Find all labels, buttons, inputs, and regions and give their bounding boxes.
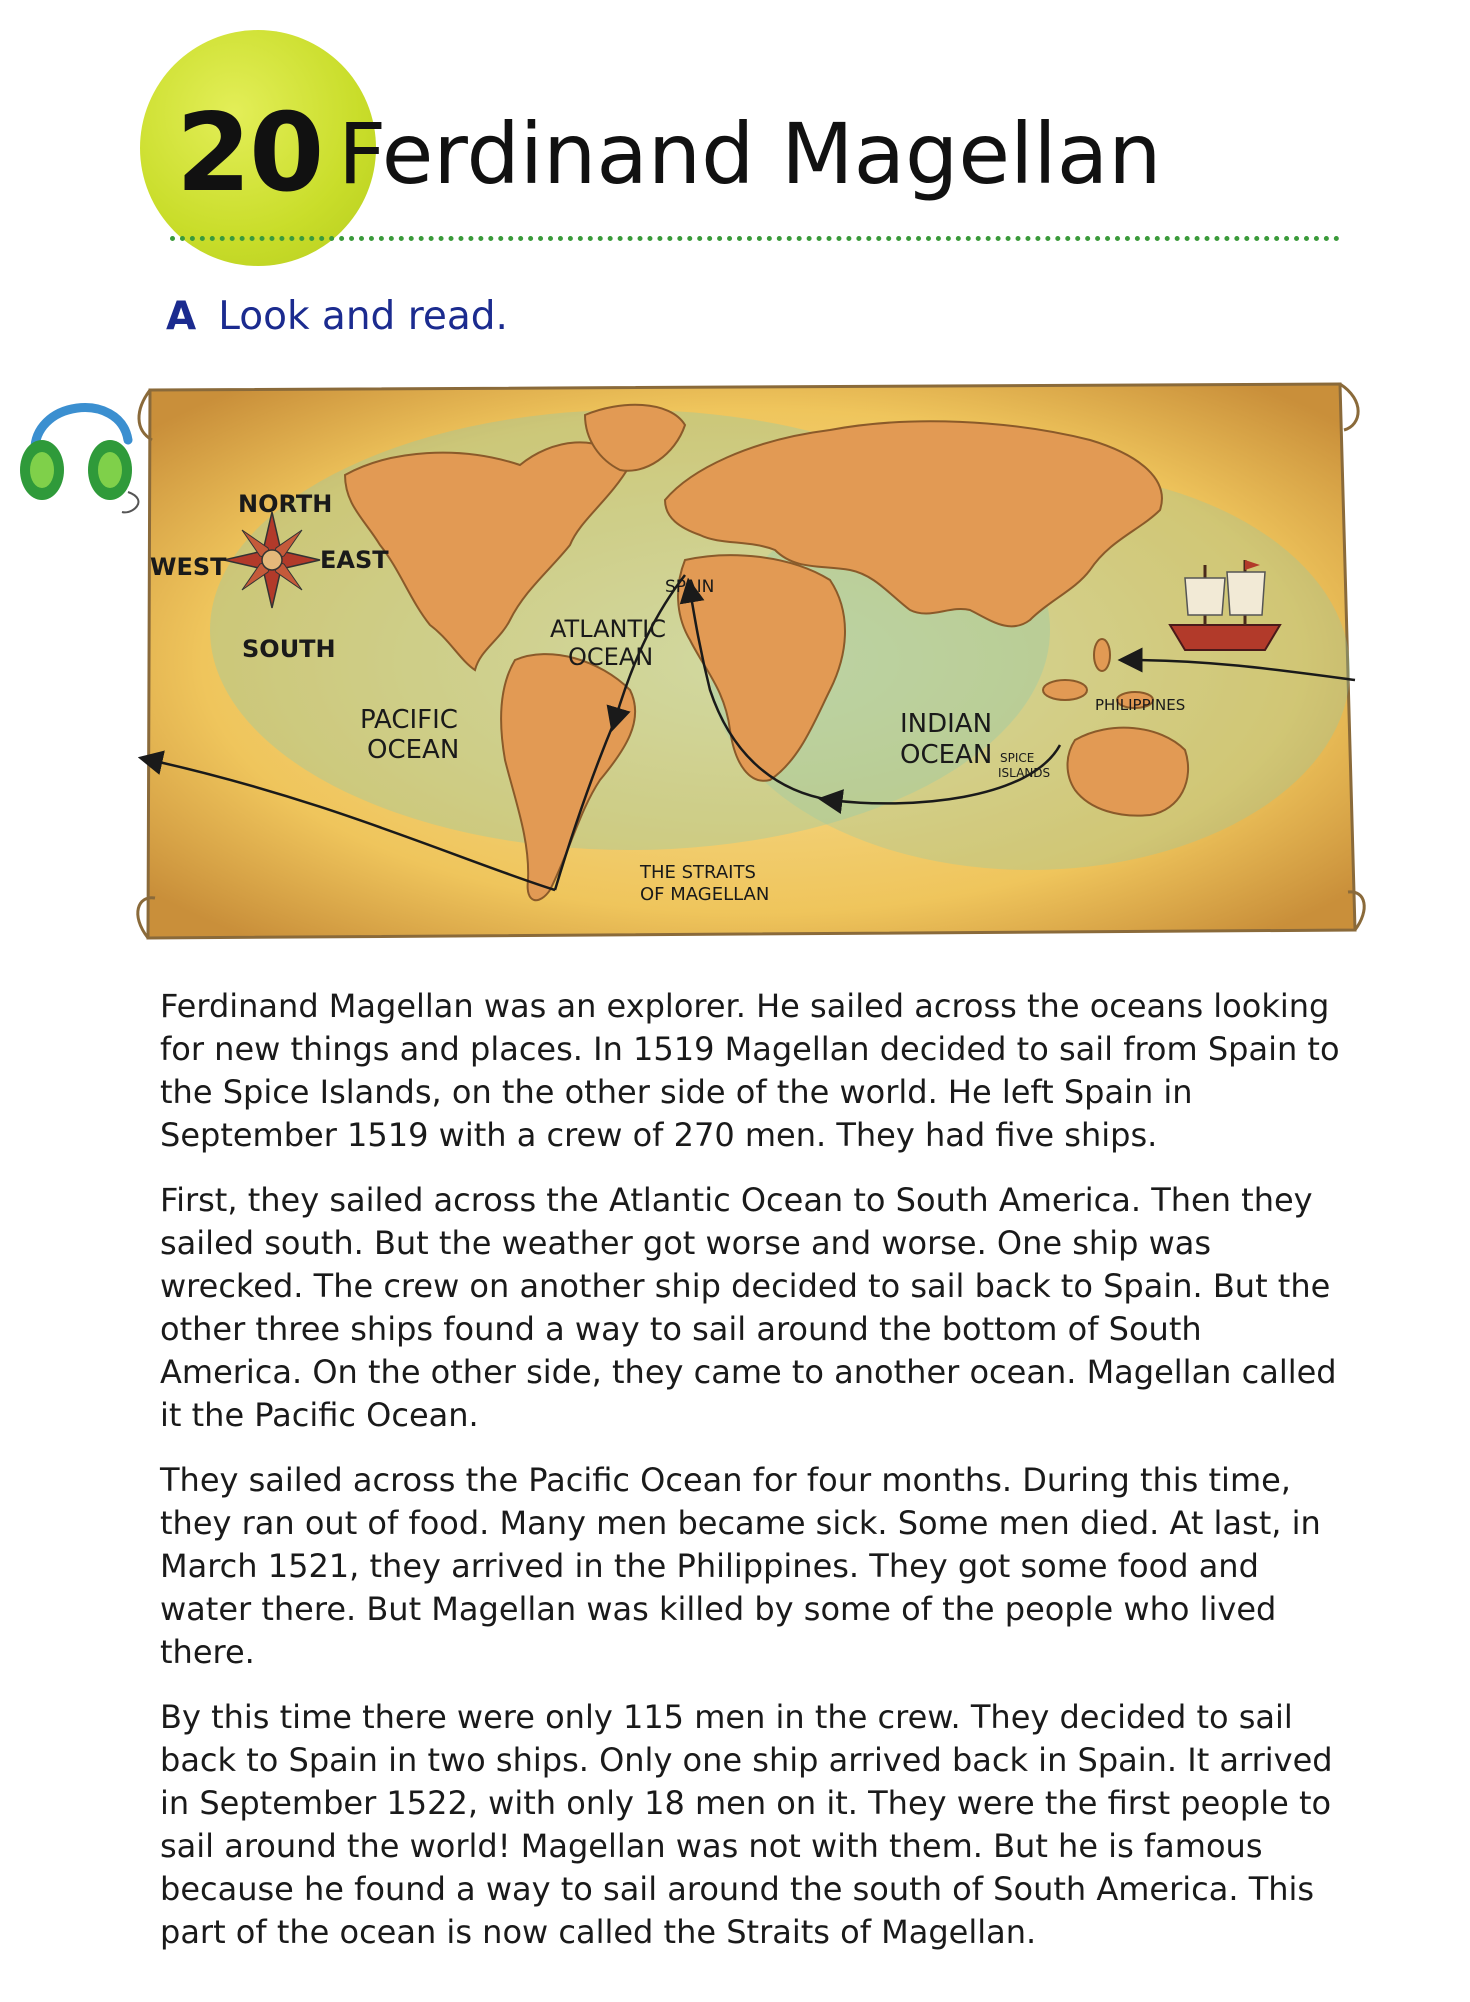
philippines-label: PHILIPPINES xyxy=(1095,696,1186,714)
straits-label: THE STRAITS xyxy=(640,862,756,883)
title-divider xyxy=(170,236,1340,241)
atlantic-ocean-label: ATLANTIC xyxy=(550,615,667,643)
compass-east-label: EAST xyxy=(320,546,389,574)
pacific-ocean-label: PACIFIC xyxy=(360,705,458,735)
indian-ocean-label: INDIAN xyxy=(900,709,993,739)
compass-north-label: NORTH xyxy=(238,490,333,518)
article-paragraph: Ferdinand Magellan was an explorer. He sailed across the oceans looking for new things and places. In 1519 Magellan decided to sail from Spain to the Spice Islands, on the other side of the world. He left Spain in September 1519 with a crew of 270 men. They had five ships. xyxy=(160,987,1340,1154)
pacific-ocean-label-line2: OCEAN xyxy=(367,735,460,765)
atlantic-ocean-label-line2: OCEAN xyxy=(568,643,654,671)
compass-west-label: WEST xyxy=(150,553,227,581)
indian-ocean-label-line2: OCEAN xyxy=(900,740,993,770)
section-letter: A xyxy=(166,294,197,339)
spice-islands-label-line2: ISLANDS xyxy=(998,766,1051,780)
lesson-number: 20 xyxy=(176,91,323,216)
article-body xyxy=(160,985,1340,1976)
article-paragraph: They sailed across the Pacific Ocean for four months. During this time, they ran out of food. Many men became sick. Some men died. At last, in March 1521, they arrived in the Philippines. They got some food and water there. But Magellan was killed by some of the people who lived there. xyxy=(160,1461,1321,1671)
section-instruction: Look and read. xyxy=(218,294,508,339)
spain-label: SPAIN xyxy=(665,577,715,597)
section-heading xyxy=(166,294,508,339)
spice-islands-label: SPICE xyxy=(1000,751,1035,765)
compass-south-label: SOUTH xyxy=(242,635,336,663)
page-title: Ferdinand Magellan xyxy=(338,105,1162,203)
article-paragraph: By this time there were only 115 men in the crew. They decided to sail back to Spain in two ships. Only one ship arrived back in Spain. It arrived in September 1522, with only 18 men on it. They were the first people to sail around the world! Magellan was not with them. But he is famous because he found a way to sail around the south of South America. This part of the ocean is now called the Straits of Magellan. xyxy=(160,1698,1333,1951)
article-paragraph: First, they sailed across the Atlantic Ocean to South America. Then they sailed south. But the weather got worse and worse. One ship was wrecked. The crew on another ship decided to sail back to Spain. But the other three ships found a way to sail around the bottom of South America. On the other side, they came to another ocean. Magellan called it the Pacific Ocean. xyxy=(160,1181,1337,1434)
straits-label-line2: OF MAGELLAN xyxy=(640,884,770,905)
world-map xyxy=(130,370,1370,950)
